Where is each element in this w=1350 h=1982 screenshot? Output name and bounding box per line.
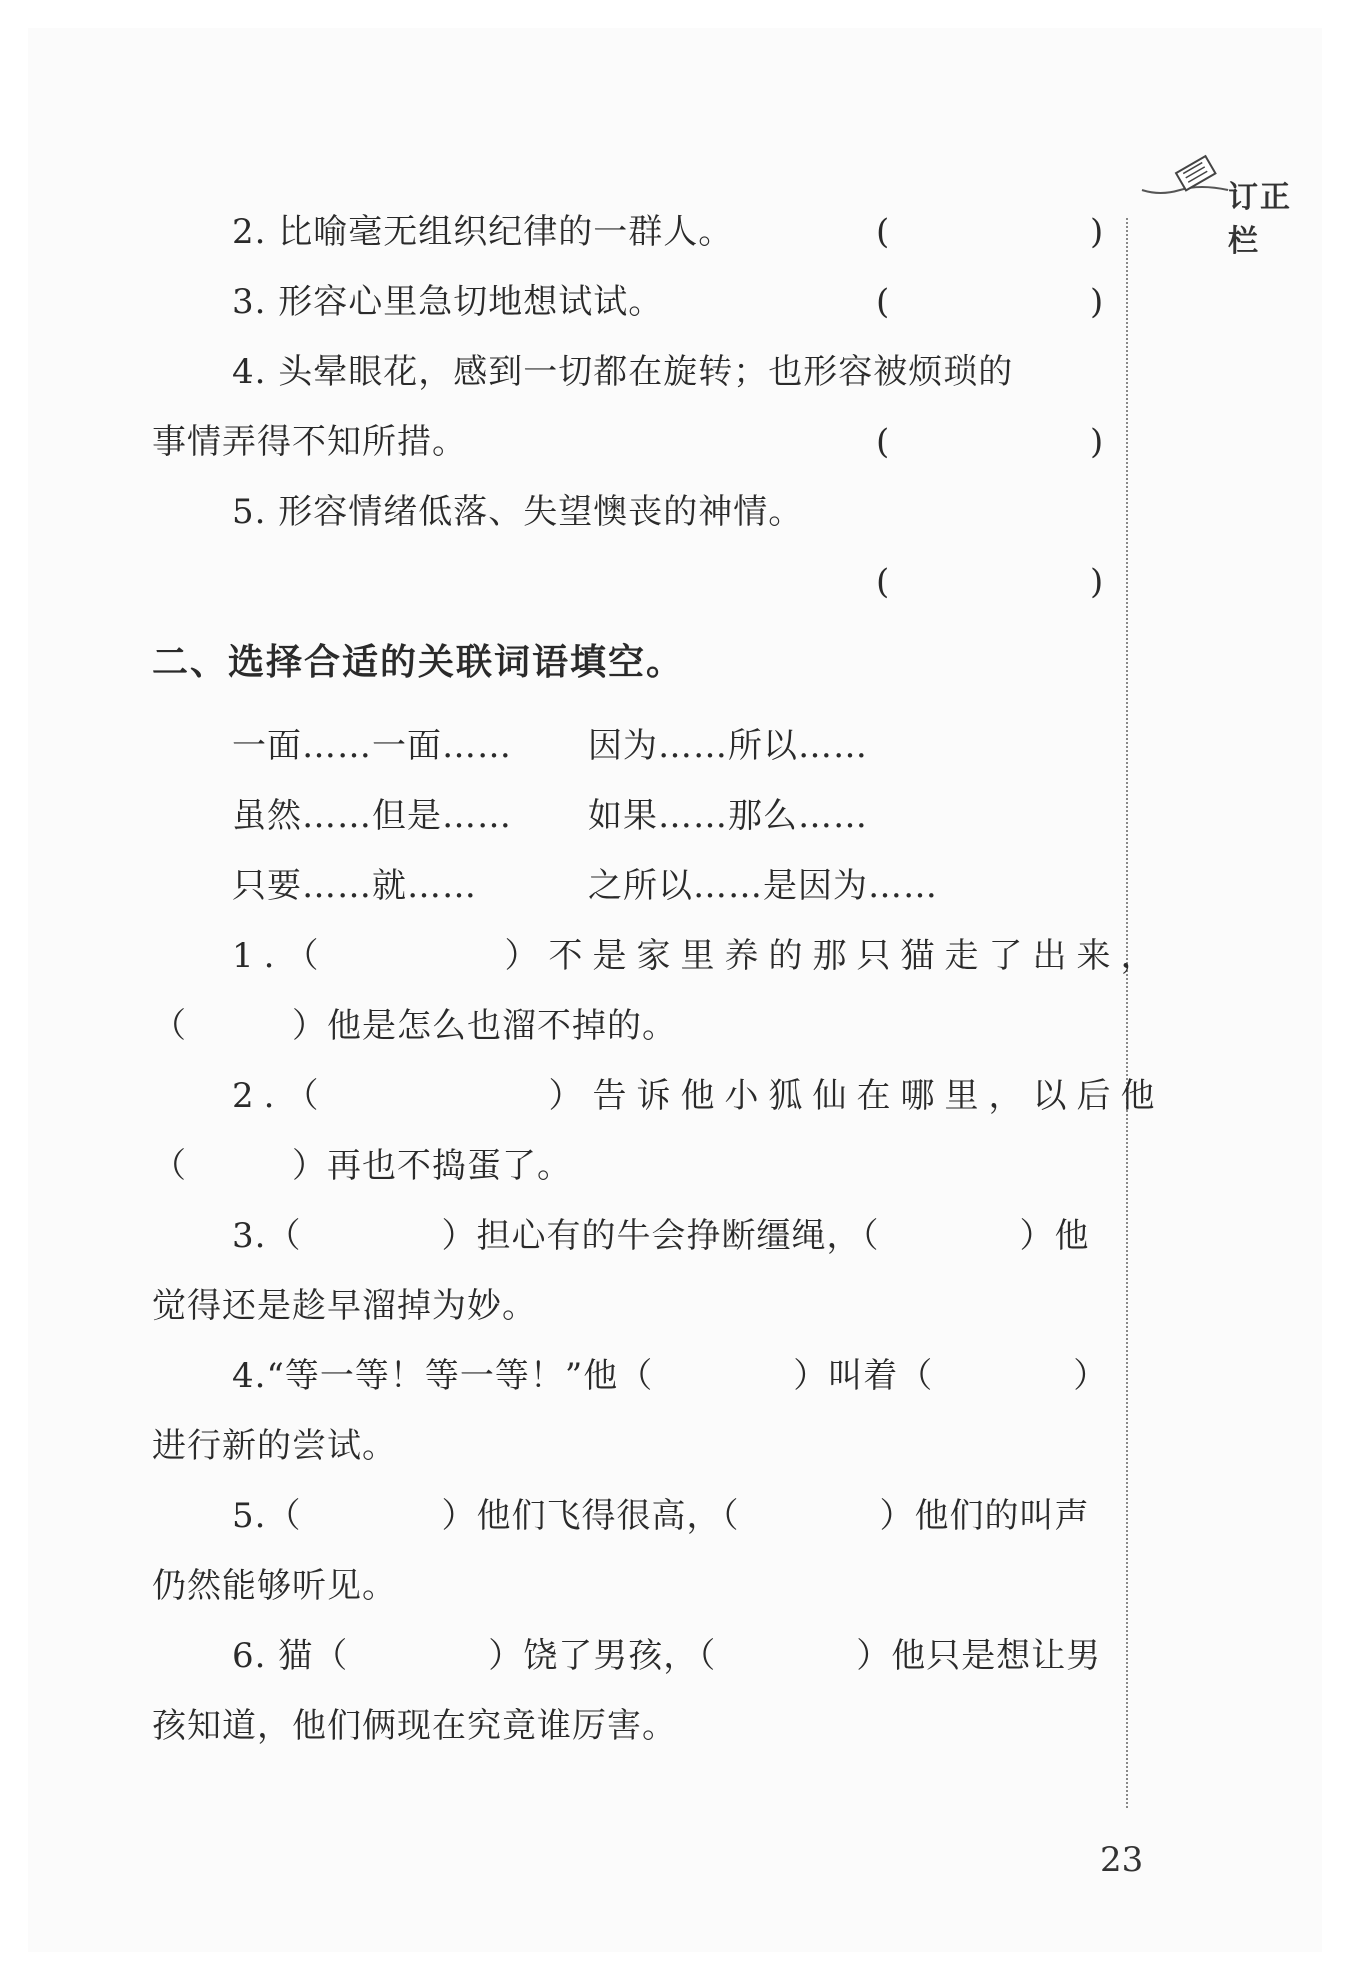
option-conjunction: 虽然……但是…… bbox=[232, 796, 512, 836]
option-conjunction: 之所以……是因为…… bbox=[588, 866, 938, 906]
option-conjunction: 一面……一面…… bbox=[232, 726, 512, 766]
item-2-line2: （ ）再也不捣蛋了。 bbox=[152, 1146, 572, 1186]
item-1-line2: （ ）他是怎么也溜不掉的。 bbox=[152, 1006, 677, 1046]
option-conjunction: 只要……就…… bbox=[232, 866, 477, 906]
option-conjunction: 如果……那么…… bbox=[588, 796, 868, 836]
workbook-page bbox=[28, 28, 1322, 1952]
answer-open-paren: ( bbox=[876, 562, 890, 602]
item-5-line1: 5.（ ）他们飞得很高，（ ）他们的叫声 bbox=[232, 1496, 1090, 1536]
answer-close-paren: ) bbox=[1090, 212, 1104, 252]
item-1-line1: 1.（ ）不是家里养的那只猫走了出来， bbox=[232, 936, 1165, 976]
correction-divider bbox=[1126, 218, 1128, 1808]
answer-open-paren: ( bbox=[876, 282, 890, 322]
question-3: 3. 形容心里急切地想试试。 bbox=[232, 282, 664, 322]
item-4-line1: 4.“等一等！等一等！”他（ ）叫着（ ） bbox=[232, 1356, 1109, 1396]
item-2-line1: 2.（ ）告诉他小狐仙在哪里，以后他 bbox=[232, 1076, 1165, 1116]
question-5: 5. 形容情绪低落、失望懊丧的神情。 bbox=[232, 492, 804, 532]
page-number: 23 bbox=[1100, 1840, 1144, 1880]
section-2-heading: 二、选择合适的关联词语填空。 bbox=[152, 642, 685, 683]
item-3-line1: 3.（ ）担心有的牛会挣断缰绳，（ ）他 bbox=[232, 1216, 1090, 1256]
option-conjunction: 因为……所以…… bbox=[588, 726, 868, 766]
item-5-line2: 仍然能够听见。 bbox=[152, 1566, 397, 1606]
answer-open-paren: ( bbox=[876, 422, 890, 462]
answer-close-paren: ) bbox=[1090, 562, 1104, 602]
pencil-eraser-icon bbox=[1140, 146, 1230, 206]
item-6-line1: 6. 猫（ ）饶了男孩，（ ）他只是想让男 bbox=[232, 1636, 1102, 1676]
answer-close-paren: ) bbox=[1090, 422, 1104, 462]
question-2: 2. 比喻毫无组织纪律的一群人。 bbox=[232, 212, 734, 252]
item-6-line2: 孩知道，他们俩现在究竟谁厉害。 bbox=[152, 1706, 677, 1746]
question-4-line2: 事情弄得不知所措。 bbox=[152, 422, 467, 462]
correction-column-label: 订正栏 bbox=[1228, 180, 1292, 259]
item-4-line2: 进行新的尝试。 bbox=[152, 1426, 397, 1466]
answer-close-paren: ) bbox=[1090, 282, 1104, 322]
question-4-line1: 4. 头晕眼花，感到一切都在旋转；也形容被烦琐的 bbox=[232, 352, 1014, 392]
item-3-line2: 觉得还是趁早溜掉为妙。 bbox=[152, 1286, 537, 1326]
answer-open-paren: ( bbox=[876, 212, 890, 252]
